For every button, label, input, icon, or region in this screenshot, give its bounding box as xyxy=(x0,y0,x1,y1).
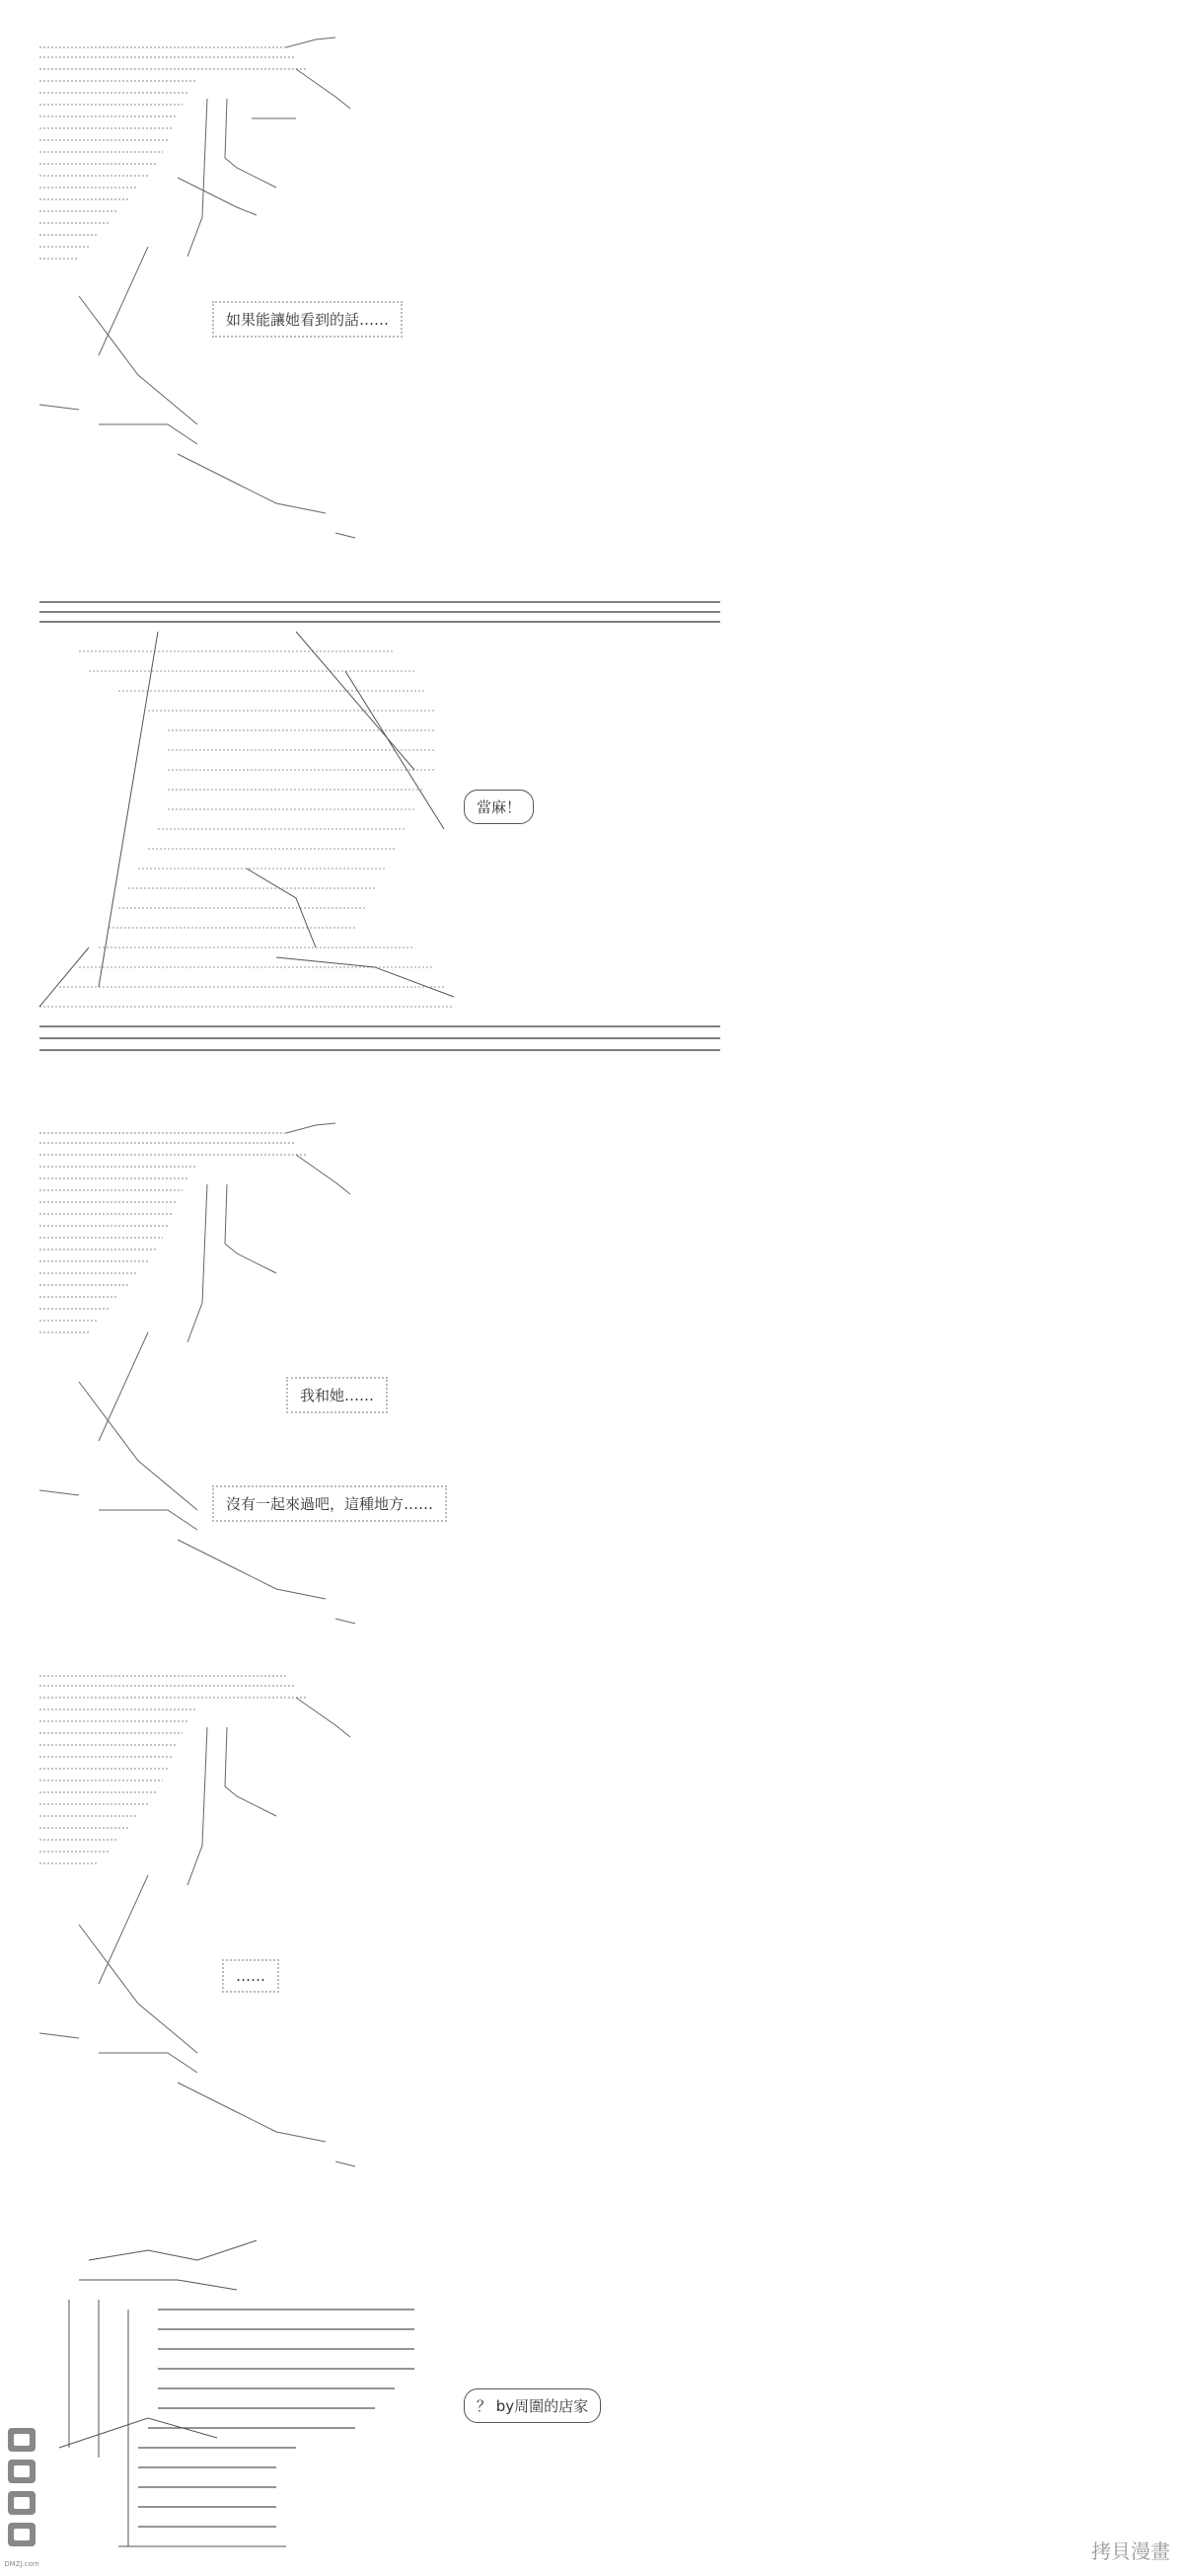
panel-4 xyxy=(0,1668,750,2181)
speech-bubble-1 xyxy=(212,301,403,338)
speech-bubble-3 xyxy=(286,1377,388,1413)
dialogue-line-1: 如果能讓她看到的話…… xyxy=(226,311,390,329)
ascii-art-shop-scene xyxy=(0,2221,750,2556)
dialogue-line-3: 我和她…… xyxy=(300,1387,375,1404)
panel-1 xyxy=(0,0,750,553)
watermark-left-text: DMZJ.com xyxy=(4,2560,39,2568)
ascii-art-standing-figure-repeat-2 xyxy=(0,1668,750,2181)
watermark-copymanga: 拷貝漫畫 xyxy=(1091,2539,1170,2563)
dialogue-line-6: ？ by周圍的店家 xyxy=(477,2397,589,2415)
ascii-art-standing-figure xyxy=(0,0,750,553)
ascii-art-figure-calling-out xyxy=(0,572,750,1086)
speech-bubble-4 xyxy=(212,1485,447,1522)
panel-5 xyxy=(0,2221,750,2556)
dialogue-line-2: 當麻！ xyxy=(477,798,522,816)
dialogue-line-4: 沒有一起來過吧，這種地方…… xyxy=(226,1495,434,1513)
dmzj-logo-watermark xyxy=(0,2408,47,2576)
panel-3 xyxy=(0,1125,750,1638)
panel-2 xyxy=(0,572,750,1086)
speech-bubble-6 xyxy=(464,2388,601,2423)
speech-bubble-2 xyxy=(464,790,534,824)
speech-bubble-5 xyxy=(222,1959,279,1993)
dialogue-line-5: …… xyxy=(236,1967,265,1985)
